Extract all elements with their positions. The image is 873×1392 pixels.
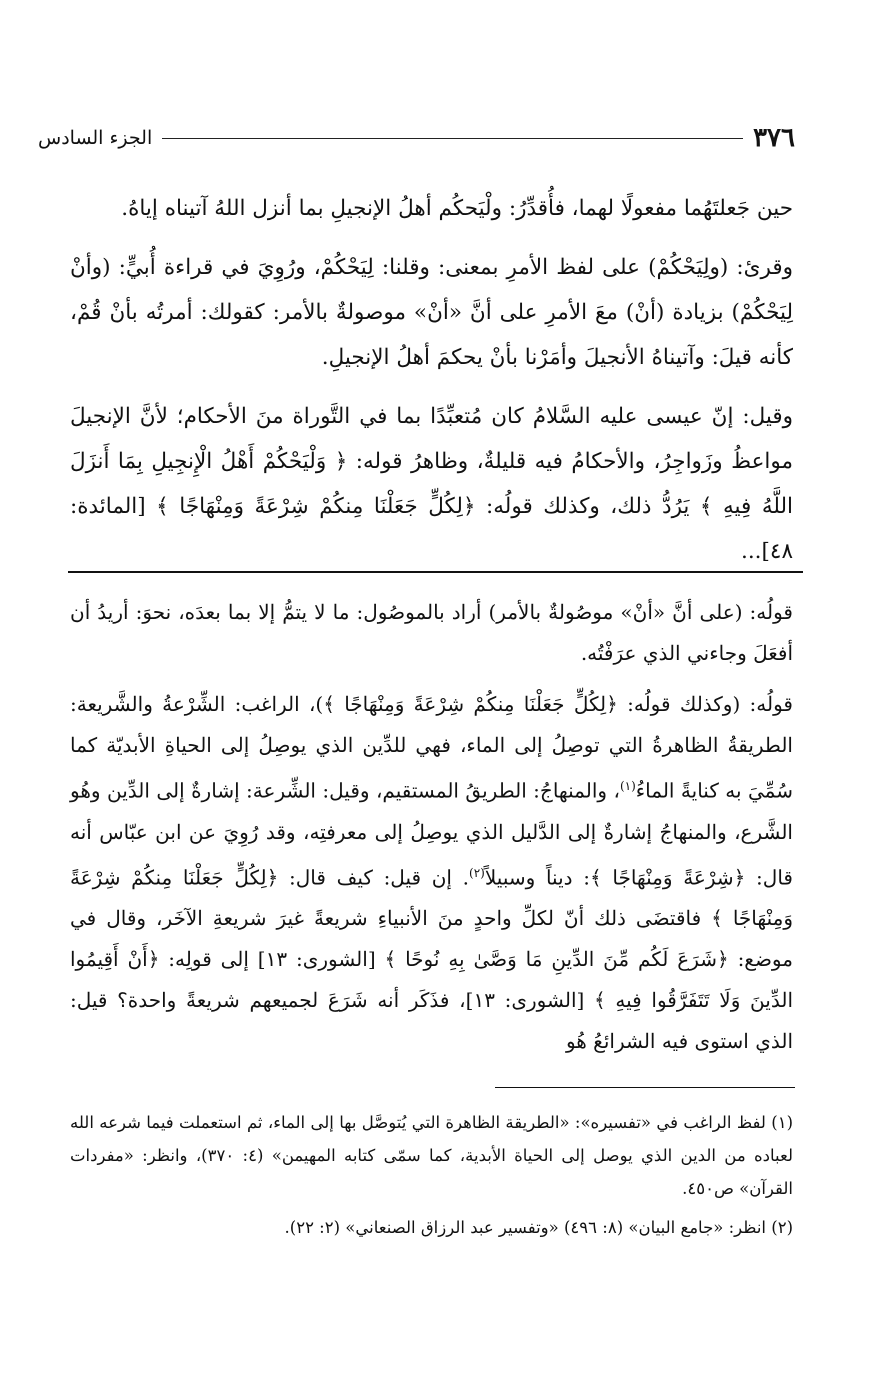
header-rule — [162, 138, 743, 139]
main-paragraph-1: حين جَعلتَهُما مفعولًا لهما، فأُقدِّرُ: ولْيَحكُم أهلُ الإنجيلِ بما أنزل اللهُ آتيناه إياهُ. — [121, 196, 793, 221]
section-divider — [68, 571, 803, 573]
main-paragraph-3: وقيل: إنّ عيسى عليه السَّلامُ كان مُتعبِّدًا بما في التَّوراة منَ الأحكام؛ لأنَّ الإنجيلَ مواعظُ وزَواجِرُ، والأحكامُ فيه قليلةٌ، وظاهرُ قوله: ﴿ وَلْيَحْكُمْ أَهْلُ الْإِنجِيلِ بِمَا أَنزَلَ اللَّهُ فِيهِ ﴾ يَرُدُّ ذلك، وكذلك قولُه: ﴿لِكُلٍّ جَعَلْنَا مِنكُمْ شِرْعَةً وَمِنْهَاجًا ﴾ [المائدة: ٤٨]... — [70, 404, 793, 564]
commentary-text — [70, 592, 793, 1072]
main-text — [70, 186, 793, 588]
footnote-ref-1: (١) — [619, 779, 636, 793]
commentary-paragraph-2 — [70, 684, 793, 1062]
page-number: ٣٧٦ — [753, 123, 795, 153]
commentary-text-part-2: ، والمنهاجُ: الطريقُ المستقيم، وقيل: الشِّرعة: إشارةٌ إلى الدِّين وهُو الشَّرع، والمنهاجُ إشارةٌ إلى الدَّليل الذي يوصِلُ إلى معرفتِه، وقد رُوِيَ عن ابن عبّاس أنه قال: ﴿شِرْعَةً وَمِنْهَاجًا ﴾: ديناً وسبيلاً — [70, 778, 793, 890]
commentary-paragraph-1: قولُه: (على أنَّ «أنْ» موصُولةٌ بالأمر) أراد بالموصُول: ما لا يتمُّ إلا بما بعدَه، نحوَ: أريدُ أن أفعَلَ وجاءني الذي عرَفْتُه. — [70, 600, 793, 665]
main-paragraph-2: وقرئ: (ولِيَحْكُمْ) على لفظ الأمرِ بمعنى: وقلنا: لِيَحْكُمْ، ورُوِيَ في قراءة أُبيٍّ: (وأنْ لِيَحْكُمْ) بزيادة (أنْ) معَ الأمرِ على أنَّ «أنْ» موصولةٌ بالأمر: كقولك: أمرتُه بأنْ قُمْ، كأنه قيلَ: وآتيناهُ الأنجيلَ وأمَرْنا بأنْ يحكمَ أهلُ الإنجيلِ. — [70, 255, 793, 370]
running-title: الجزء السادس — [38, 127, 153, 149]
commentary-text-part-1: قولُه: (وكذلك قولُه: ﴿لِكُلٍّ جَعَلْنَا مِنكُمْ شِرْعَةً وَمِنْهَاجًا ﴾)، الراغب: الشِّرْعةُ والشَّريعة: الطريقةُ الظاهرةُ التي توصِلُ إلى الماء، فهي للدِّين الذي يوصِلُ إلى الحياةِ الأبديّة كما سُمِّيَ به كنايةً الماءُ — [70, 692, 793, 803]
footnote-ref-2: (٢) — [469, 865, 485, 880]
footnote-2: (٢) انظر: «جامع البيان» (٨: ٤٩٦) «وتفسير عبد الرزاق الصنعاني» (٢: ٢٢). — [284, 1218, 793, 1237]
footnotes — [70, 1106, 793, 1250]
page-header — [38, 118, 795, 158]
footnote-rule — [495, 1087, 795, 1088]
footnote-1: (١) لفظ الراغب في «تفسيره»: «الطريقة الظاهرة التي يُتوصَّل بها إلى الماء، ثم استعملت فيما شرعه الله لعباده من الدين الذي يوصل إلى الحياة الأبدية، كما سمّى كتابه المهيمن» (٤: ٣٧٠)، وانظر: «مفردات القرآن» ص٤٥٠. — [70, 1113, 793, 1198]
commentary-text-part-3: . إن قيل: كيف قال: ﴿لِكُلٍّ جَعَلْنَا مِنكُمْ شِرْعَةً وَمِنْهَاجًا ﴾ فاقتضَى ذلك أنّ لكلِّ واحدٍ منَ الأنبياءِ شريعةً غيرَ شريعةِ الآخَر، وقال في موضع: ﴿شَرَعَ لَكُم مِّنَ الدِّينِ مَا وَصَّىٰ بِهِ نُوحًا ﴾ [الشورى: ١٣] إلى قولِه: ﴿أَنْ أَقِيمُوا الدِّينَ وَلَا تَتَفَرَّقُوا فِيهِ ﴾ [الشورى: ١٣]، فذَكَر أنه شَرَعَ لجميعهم شريعةً واحدة؟ قيل: الذي استوى فيه الشرائعُ هُو — [70, 865, 794, 1054]
